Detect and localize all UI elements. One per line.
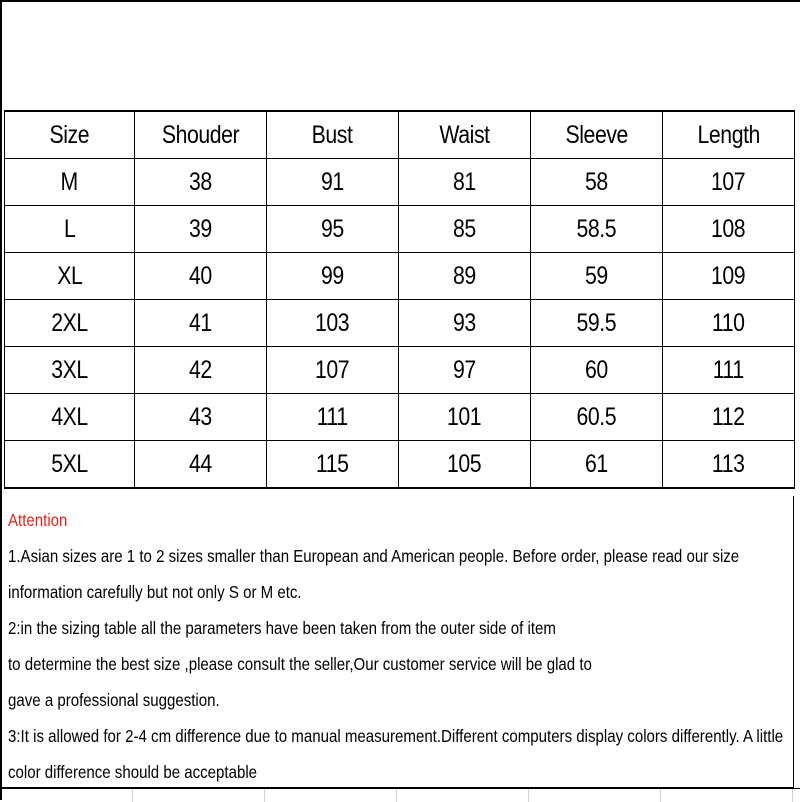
cell-shoulder: 39 (135, 206, 267, 253)
blank-header-area (2, 2, 800, 106)
cell-shoulder: 44 (135, 441, 267, 489)
cell-sleeve: 60 (531, 347, 663, 394)
table-row (5, 394, 795, 441)
cell-waist: 85 (399, 206, 531, 253)
cell-length: 112 (663, 394, 795, 441)
cell-waist: 93 (399, 300, 531, 347)
table-row (5, 300, 795, 347)
cell-length: 110 (663, 300, 795, 347)
header-length: Length (663, 111, 795, 159)
note-line: 3:It is allowed for 2-4 cm difference due to manual measurement.Different computers display colors differently. A little (8, 726, 784, 746)
note-line: color difference should be acceptable (8, 762, 258, 782)
attention-heading: Attention (8, 510, 68, 530)
note-line: to determine the best size ,please consult the seller,Our customer service will be glad to (8, 654, 592, 674)
cell-shoulder: 40 (135, 253, 267, 300)
cell-sleeve: 60.5 (531, 394, 663, 441)
table-row (5, 159, 795, 206)
size-table (4, 110, 795, 489)
cell-bust: 107 (267, 347, 399, 394)
cell-size: 2XL (5, 300, 135, 347)
notes-section (8, 502, 798, 790)
note-line: gave a professional suggestion. (8, 690, 220, 710)
cell-waist: 105 (399, 441, 531, 489)
cell-size: 4XL (5, 394, 135, 441)
cell-length: 113 (663, 441, 795, 489)
cell-sleeve: 61 (531, 441, 663, 489)
note-line: 1.Asian sizes are 1 to 2 sizes smaller than European and American people. Before order, please read our size (8, 546, 740, 566)
note-line: 2:in the sizing table all the parameters have been taken from the outer side of item (8, 618, 556, 638)
cell-sleeve: 59 (531, 253, 663, 300)
cell-size: L (5, 206, 135, 253)
header-size: Size (5, 111, 135, 159)
note-line: information carefully but not only S or M etc. (8, 582, 302, 602)
cell-shoulder: 38 (135, 159, 267, 206)
table-row (5, 206, 795, 253)
cell-waist: 89 (399, 253, 531, 300)
table-row (5, 253, 795, 300)
cell-bust: 95 (267, 206, 399, 253)
header-waist: Waist (399, 111, 531, 159)
cell-sleeve: 58 (531, 159, 663, 206)
header-shoulder: Shouder (135, 111, 267, 159)
cell-waist: 97 (399, 347, 531, 394)
cell-size: XL (5, 253, 135, 300)
header-sleeve: Sleeve (531, 111, 663, 159)
table-body (5, 159, 795, 489)
cell-bust: 115 (267, 441, 399, 489)
cell-size: 3XL (5, 347, 135, 394)
table-row (5, 347, 795, 394)
cell-bust: 91 (267, 159, 399, 206)
table-header-row (5, 111, 795, 159)
cell-waist: 81 (399, 159, 531, 206)
table-row (5, 441, 795, 489)
header-bust: Bust (267, 111, 399, 159)
cell-shoulder: 42 (135, 347, 267, 394)
cell-sleeve: 58.5 (531, 206, 663, 253)
cell-length: 107 (663, 159, 795, 206)
cell-size: M (5, 159, 135, 206)
cell-length: 109 (663, 253, 795, 300)
cell-bust: 111 (267, 394, 399, 441)
cell-waist: 101 (399, 394, 531, 441)
cell-shoulder: 41 (135, 300, 267, 347)
cell-size: 5XL (5, 441, 135, 489)
cell-bust: 99 (267, 253, 399, 300)
cell-length: 111 (663, 347, 795, 394)
cell-length: 108 (663, 206, 795, 253)
cell-sleeve: 59.5 (531, 300, 663, 347)
cell-shoulder: 43 (135, 394, 267, 441)
cell-bust: 103 (267, 300, 399, 347)
